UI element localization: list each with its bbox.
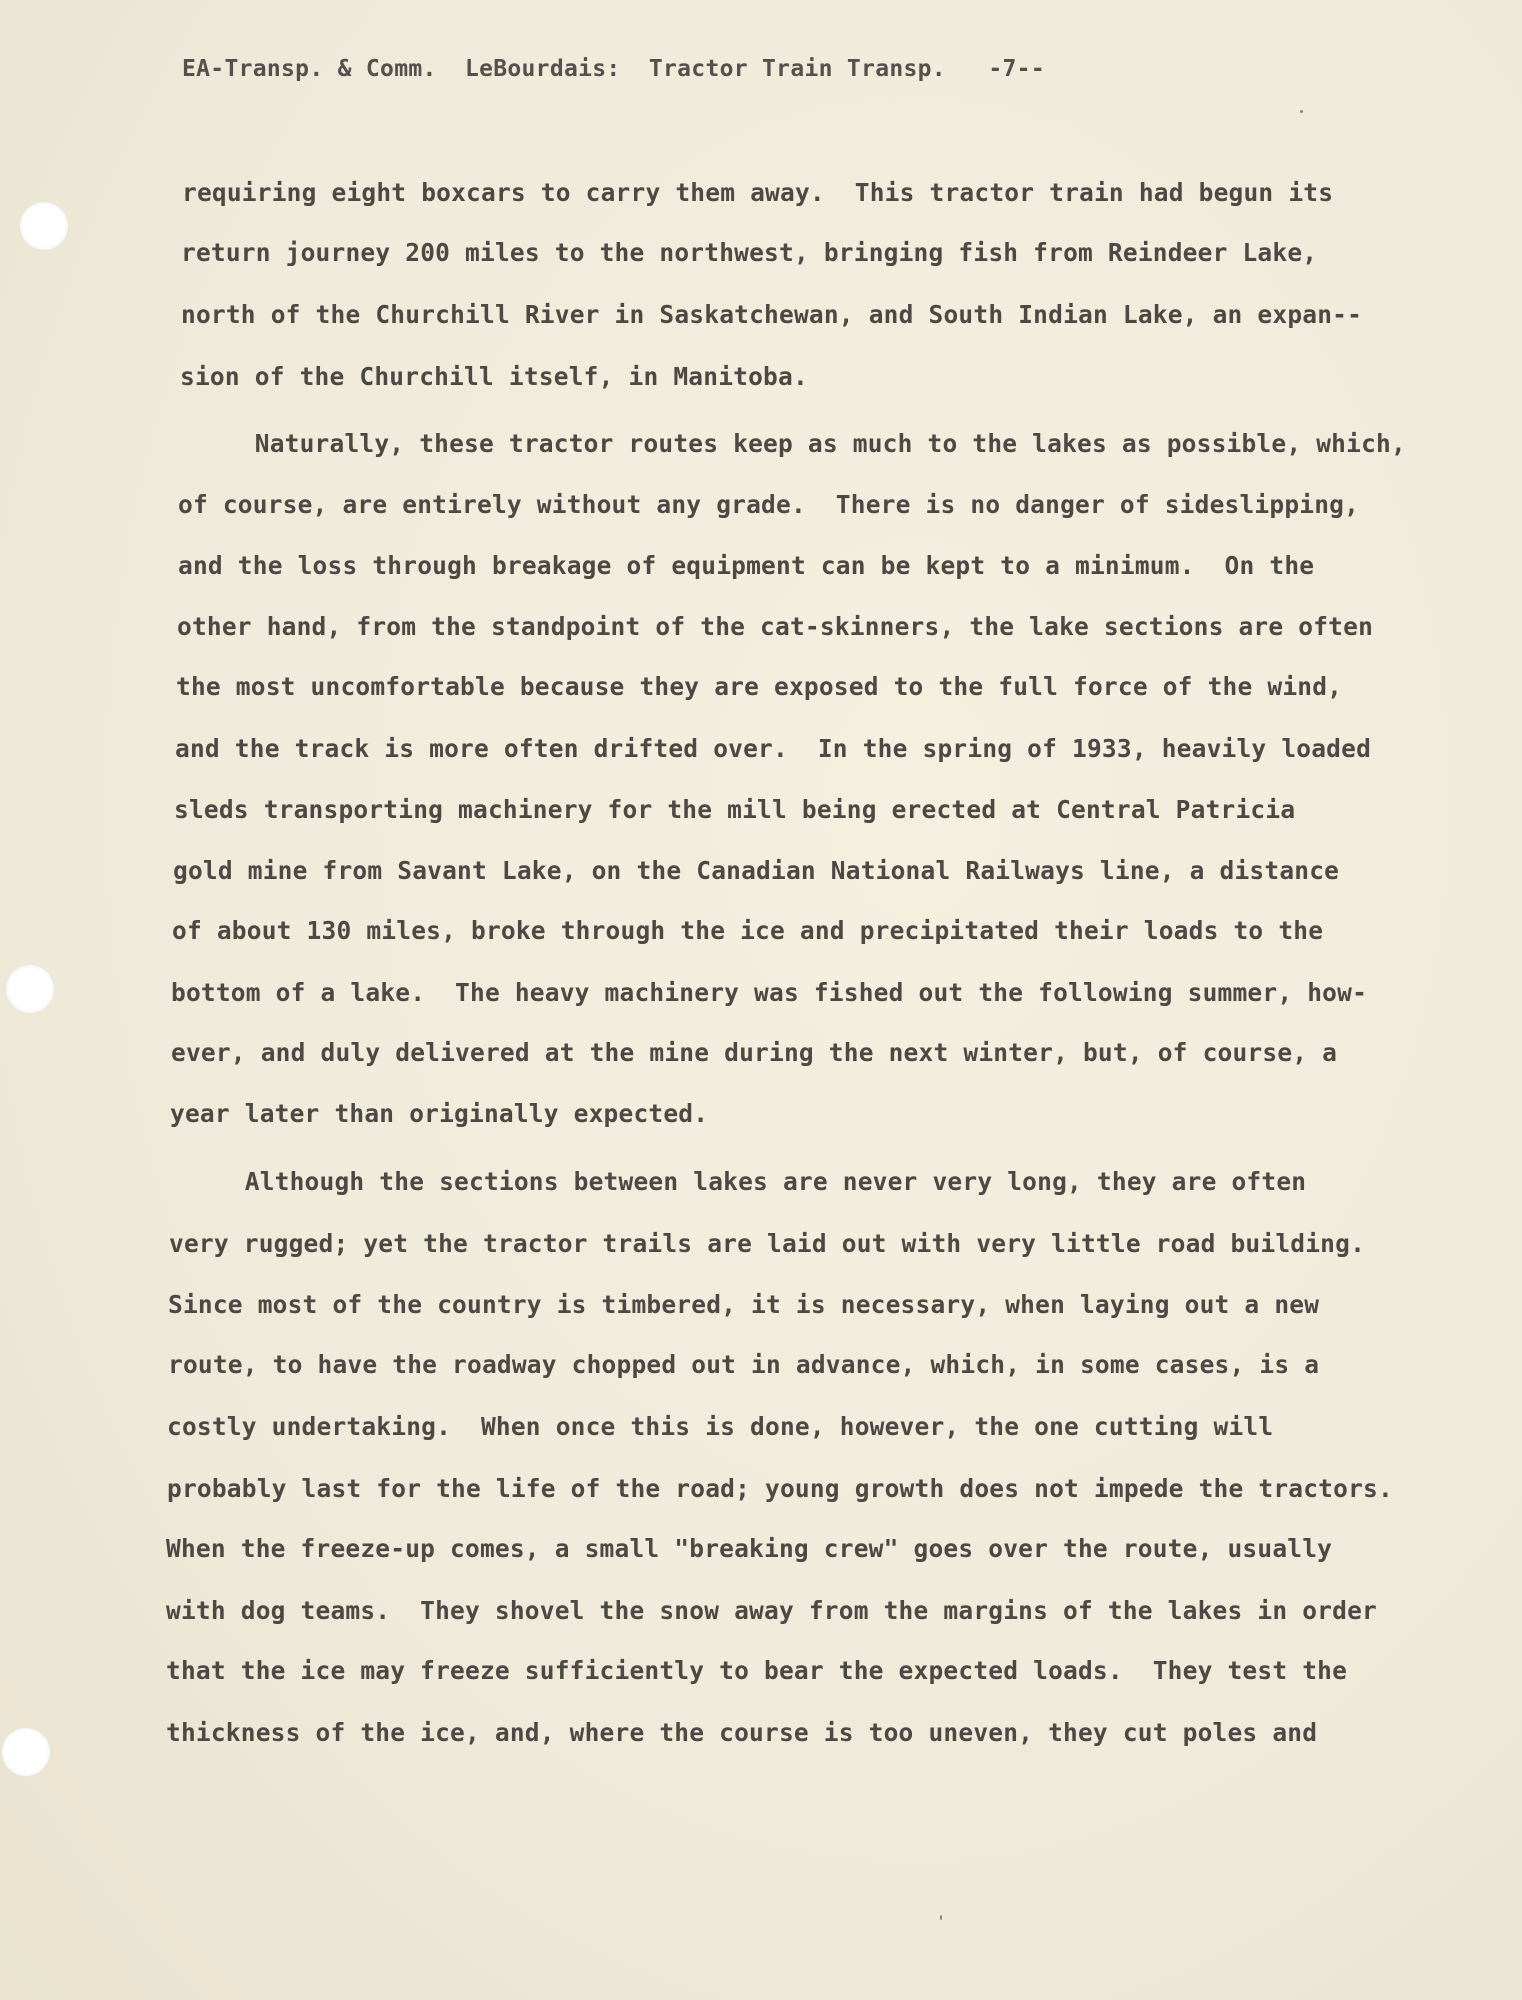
text-line-21: costly undertaking. When once this is done, however, the one cutting will bbox=[167, 1412, 1274, 1441]
paper-speck bbox=[940, 1915, 942, 1920]
text-line-10: and the track is more often drifted over. In the spring of 1933, heavily loaded bbox=[175, 734, 1372, 763]
paper-speck bbox=[1300, 110, 1303, 113]
text-line-3: north of the Churchill River in Saskatchewan, and South Indian Lake, an expan-- bbox=[181, 300, 1363, 329]
punch-hole-middle bbox=[6, 965, 54, 1013]
text-line-15: ever, and duly delivered at the mine during the next winter, but, of course, a bbox=[171, 1038, 1338, 1067]
text-line-5: Naturally, these tractor routes keep as much to the lakes as possible, which, bbox=[180, 429, 1406, 458]
text-line-17: Although the sections between lakes are never very long, they are often bbox=[170, 1167, 1307, 1196]
text-line-14: bottom of a lake. The heavy machinery was fished out the following summer, how- bbox=[171, 978, 1368, 1007]
text-line-19: Since most of the country is timbered, it is necessary, when laying out a new bbox=[168, 1290, 1320, 1319]
text-line-20: route, to have the roadway chopped out in advance, which, in some cases, is a bbox=[168, 1350, 1320, 1379]
text-line-13: of about 130 miles, broke through the ice and precipitated their loads to the bbox=[172, 916, 1324, 945]
punch-hole-bottom bbox=[2, 1728, 50, 1776]
text-line-16: year later than originally expected. bbox=[170, 1099, 709, 1128]
punch-hole-top bbox=[20, 202, 68, 250]
text-line-24: with dog teams. They shovel the snow away from the margins of the lakes in order bbox=[166, 1596, 1377, 1625]
text-line-6: of course, are entirely without any grade. There is no danger of sideslipping, bbox=[178, 490, 1360, 519]
text-line-26: thickness of the ice, and, where the course is too uneven, they cut poles and bbox=[166, 1718, 1318, 1747]
text-line-22: probably last for the life of the road; young growth does not impede the tractors. bbox=[167, 1474, 1393, 1503]
text-line-12: gold mine from Savant Lake, on the Canadian National Railways line, a distance bbox=[173, 856, 1340, 885]
page-header: EA-Transp. & Comm. LeBourdais: Tractor Train Transp. -7-- bbox=[182, 56, 1045, 82]
text-line-23: When the freeze-up comes, a small "breaking crew" goes over the route, usually bbox=[166, 1534, 1333, 1563]
text-line-7: and the loss through breakage of equipment can be kept to a minimum. On the bbox=[178, 551, 1315, 580]
text-line-18: very rugged; yet the tractor trails are laid out with very little road building. bbox=[169, 1229, 1366, 1258]
text-line-1: requiring eight boxcars to carry them away. This tractor train had begun its bbox=[182, 178, 1334, 207]
text-line-11: sleds transporting machinery for the mill being erected at Central Patricia bbox=[174, 795, 1296, 824]
text-line-2: return journey 200 miles to the northwest, bringing fish from Reindeer Lake, bbox=[181, 238, 1318, 267]
text-line-25: that the ice may freeze sufficiently to bear the expected loads. They test the bbox=[166, 1656, 1348, 1685]
text-line-9: the most uncomfortable because they are exposed to the full force of the wind, bbox=[176, 672, 1343, 701]
text-line-8: other hand, from the standpoint of the cat-skinners, the lake sections are often bbox=[177, 612, 1374, 641]
text-line-4: sion of the Churchill itself, in Manitoba. bbox=[180, 362, 808, 391]
